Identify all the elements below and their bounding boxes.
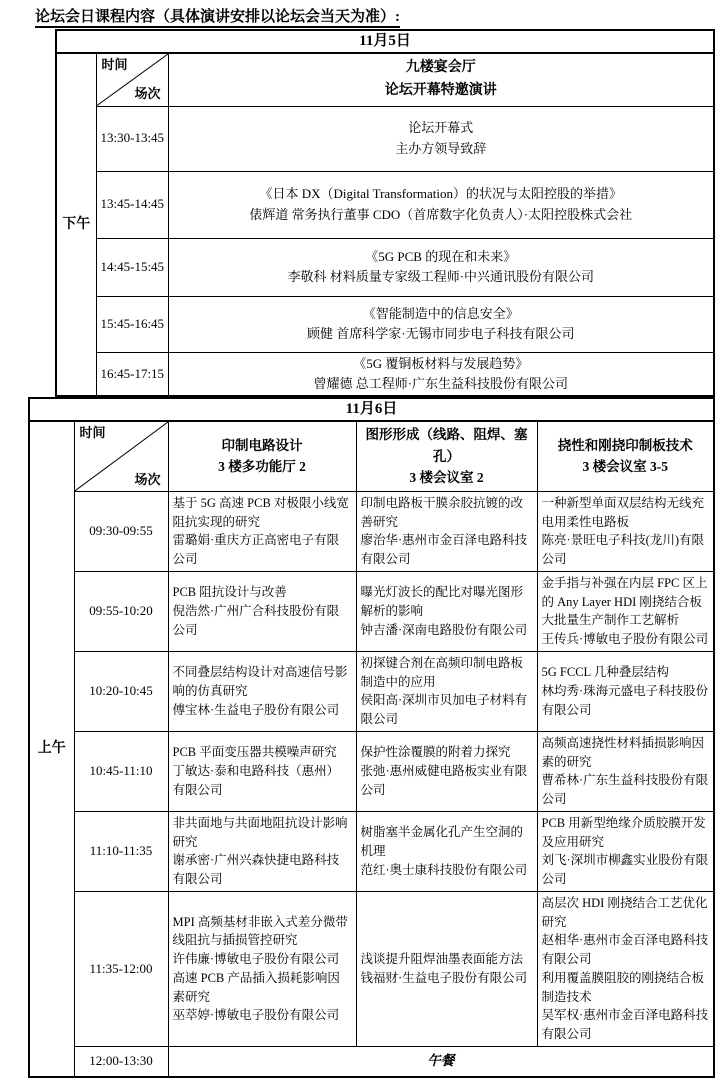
- talk-title: 曝光灯波长的配比对曝光图形解析的影响: [360, 585, 524, 618]
- talk-cell: [537, 891, 714, 1046]
- slot-row: [29, 571, 714, 651]
- talk-cell: [537, 731, 714, 811]
- talk-title: 非共面地与共面地阻抗设计影响研究: [172, 815, 348, 849]
- time-cell: 09:30-09:55: [74, 491, 168, 571]
- session-title: 《5G PCB 的现在和未来》: [365, 248, 517, 264]
- talk-title: PCB 用新型绝缘介质胶膜开发及应用研究: [541, 815, 706, 849]
- venue-name: 九楼宴会厅: [405, 60, 476, 76]
- talk-speaker: 巫萃婷·博敏电子股份有限公司: [172, 1008, 340, 1023]
- talk-title: 金手指与补强在内层 FPC 区上的 Any Layer HDI 刚挠结合板大批量生产制作工艺解析: [541, 575, 708, 628]
- talk-cell: [168, 891, 356, 1046]
- talk-cell: [168, 811, 356, 891]
- time-cell: 10:20-10:45: [74, 651, 168, 731]
- session-speaker: 俵辉道 常务执行董事 CDO（首席数字化负责人）·太阳控股株式会社: [249, 206, 633, 222]
- talk-title: 高层次 HDI 刚挠结合工艺优化研究: [541, 895, 708, 929]
- session-row: [56, 171, 714, 238]
- talk-cell: [537, 491, 714, 571]
- session-cell: [168, 352, 714, 396]
- talk-cell: [356, 491, 537, 571]
- day2-period-label: 上午: [29, 421, 74, 1077]
- talk-cell: [537, 571, 714, 651]
- session-title: 论坛开幕式: [408, 120, 474, 136]
- talk-title: 浅谈提升阻焊油墨表面能方法: [360, 952, 524, 967]
- day1-venue-header: [168, 53, 714, 106]
- time-cell: 11:35-12:00: [74, 891, 168, 1046]
- session-title: 《5G 覆铜板材料与发展趋势》: [353, 355, 529, 371]
- talk-title: PCB 平面变压器共模噪声研究: [172, 745, 337, 760]
- schedule-day2: [28, 397, 715, 1078]
- talk-title: 印制电路板干膜余胶抗镀的改善研究: [360, 495, 524, 529]
- talk-cell: [356, 891, 537, 1046]
- track-venue: 3 楼会议室 2: [409, 470, 484, 486]
- talk-cell: [168, 571, 356, 651]
- track-venue: 3 楼会议室 3-5: [582, 459, 668, 475]
- talk-title: 5G FCCL 几种叠层结构: [541, 665, 669, 680]
- session-row: [56, 106, 714, 171]
- talk-speaker: 张弛·惠州威健电路板实业有限公司: [360, 763, 528, 797]
- session-row: [56, 238, 714, 296]
- talk-title: 初探键合剂在高频印制电路板制造中的应用: [360, 655, 524, 689]
- time-cell: 13:45-14:45: [96, 171, 168, 238]
- talk-cell: [356, 811, 537, 891]
- session-row: [56, 296, 714, 352]
- talk-speaker: 林均秀·珠海元盛电子科技股份有限公司: [541, 683, 709, 717]
- lunch-row: [29, 1046, 714, 1077]
- talk-speaker: 陈亮·景旺电子科技(龙川)有限公司: [541, 533, 704, 567]
- talk-speaker: 吴军权·惠州市金百泽电路科技有限公司: [541, 1008, 709, 1042]
- talk-speaker: 范红·奥士康科技股份有限公司: [360, 862, 528, 877]
- talk-speaker: 侯阳高·深圳市贝加电子材料有限公司: [360, 693, 528, 727]
- track-title: 挠性和刚挠印制板技术: [557, 437, 693, 453]
- time-cell: 12:00-13:30: [74, 1046, 168, 1077]
- day1-period-label: 下午: [56, 53, 96, 396]
- session-speaker: 顾健 首席科学家·无锡市同步电子科技有限公司: [306, 326, 575, 341]
- talk-title: 高频高速挠性材料插损影响因素的研究: [541, 735, 705, 769]
- day1-corner-cell: [96, 53, 168, 106]
- talk-title: 利用覆盖膜阻胶的刚挠结合板制造技术: [541, 970, 705, 1004]
- talk-cell: [537, 651, 714, 731]
- corner-session-label: 场次: [134, 86, 161, 102]
- talk-cell: [356, 731, 537, 811]
- slot-row: [29, 651, 714, 731]
- talk-speaker: 王传兵·博敏电子股份有限公司: [541, 632, 709, 647]
- talk-speaker: 倪浩然·广州广合科技股份有限公司: [172, 603, 340, 637]
- talk-speaker: 廖治华·惠州市金百泽电路科技有限公司: [360, 533, 528, 567]
- time-cell: 13:30-13:45: [96, 106, 168, 171]
- talk-speaker: 曹希林·广东生益科技股份有限公司: [541, 773, 709, 807]
- venue-subtitle: 论坛开幕特邀演讲: [384, 82, 497, 98]
- time-cell: 14:45-15:45: [96, 238, 168, 296]
- session-cell: [168, 106, 714, 171]
- talk-cell: [356, 571, 537, 651]
- time-cell: 11:10-11:35: [74, 811, 168, 891]
- day2-date-header: 11月6日: [29, 398, 714, 421]
- lunch-label: 午餐: [168, 1046, 714, 1077]
- day2-corner-cell: [74, 421, 168, 491]
- talk-speaker: 钱福财·生益电子股份有限公司: [360, 970, 528, 985]
- talk-speaker: 赵相华·惠州市金百泽电路科技有限公司: [541, 933, 709, 967]
- session-cell: [168, 238, 714, 296]
- slot-row: [29, 891, 714, 1046]
- session-cell: [168, 296, 714, 352]
- track-header-3: [537, 421, 714, 491]
- talk-speaker: 许伟廉·博敏电子股份有限公司: [172, 952, 340, 967]
- talk-title: 树脂塞半金属化孔产生空洞的机理: [360, 825, 524, 858]
- talk-title: 高速 PCB 产品插入损耗影响因素研究: [172, 970, 340, 1004]
- slot-row: [29, 491, 714, 571]
- talk-cell: [356, 651, 537, 731]
- talk-title: 不同叠层结构设计对高速信号影响的仿真研究: [172, 665, 348, 698]
- session-title: 《日本 DX（Digital Transformation）的状况与太阳控股的举措》: [259, 186, 623, 202]
- talk-cell: [168, 731, 356, 811]
- time-cell: 15:45-16:45: [96, 296, 168, 352]
- talk-title: 基于 5G 高速 PCB 对极限小线宽阻抗实现的研究: [172, 495, 349, 529]
- talk-speaker: 谢承密·广州兴森快捷电路科技有限公司: [172, 853, 340, 887]
- talk-speaker: 刘飞·深圳市柳鑫实业股份有限公司: [541, 853, 709, 887]
- track-venue: 3 楼多功能厅 2: [218, 459, 306, 475]
- track-title: 印制电路设计: [221, 437, 303, 453]
- corner-session-label: 场次: [134, 471, 161, 487]
- talk-title: MPI 高频基材非嵌入式差分微带线阻抗与插损管控研究: [172, 914, 348, 948]
- track-header-2: [356, 421, 537, 491]
- track-header-1: [168, 421, 356, 491]
- talk-speaker: 丁敏达·泰和电路科技（惠州）有限公司: [172, 763, 340, 797]
- session-speaker: 李敬科 材料质量专家级工程师·中兴通讯股份有限公司: [287, 269, 595, 284]
- corner-time-label: 时间: [79, 425, 106, 440]
- talk-title: PCB 阻抗设计与改善: [172, 585, 287, 600]
- time-cell: 16:45-17:15: [96, 352, 168, 396]
- corner-time-label: 时间: [101, 57, 128, 72]
- session-title: 《智能制造中的信息安全》: [362, 305, 519, 321]
- talk-speaker: 雷璐娟·重庆方正高密电子有限公司: [172, 533, 340, 567]
- talk-speaker: 傅宝林·生益电子股份有限公司: [172, 702, 340, 717]
- session-cell: [168, 171, 714, 238]
- page-title: 论坛会日课程内容（具体演讲安排以论坛会当天为准）:: [35, 5, 400, 26]
- day1-date-header: 11月5日: [56, 30, 714, 53]
- talk-speaker: 钟吉潘·深南电路股份有限公司: [360, 622, 528, 637]
- time-cell: 09:55-10:20: [74, 571, 168, 651]
- talk-cell: [168, 491, 356, 571]
- slot-row: [29, 731, 714, 811]
- session-row: [56, 352, 714, 396]
- talk-cell: [168, 651, 356, 731]
- session-speaker: 曾耀德 总工程师·广东生益科技股份有限公司: [313, 375, 569, 391]
- schedule-day1: [55, 29, 715, 397]
- talk-title: 保护性涂覆膜的附着力探究: [360, 745, 511, 760]
- talk-cell: [537, 811, 714, 891]
- session-speaker: 主办方领导致辞: [395, 140, 487, 156]
- track-title: 图形形成（线路、阻焊、塞孔）: [365, 427, 528, 464]
- time-cell: 10:45-11:10: [74, 731, 168, 811]
- talk-title: 一种新型单面双层结构无线充电用柔性电路板: [541, 495, 705, 529]
- slot-row: [29, 811, 714, 891]
